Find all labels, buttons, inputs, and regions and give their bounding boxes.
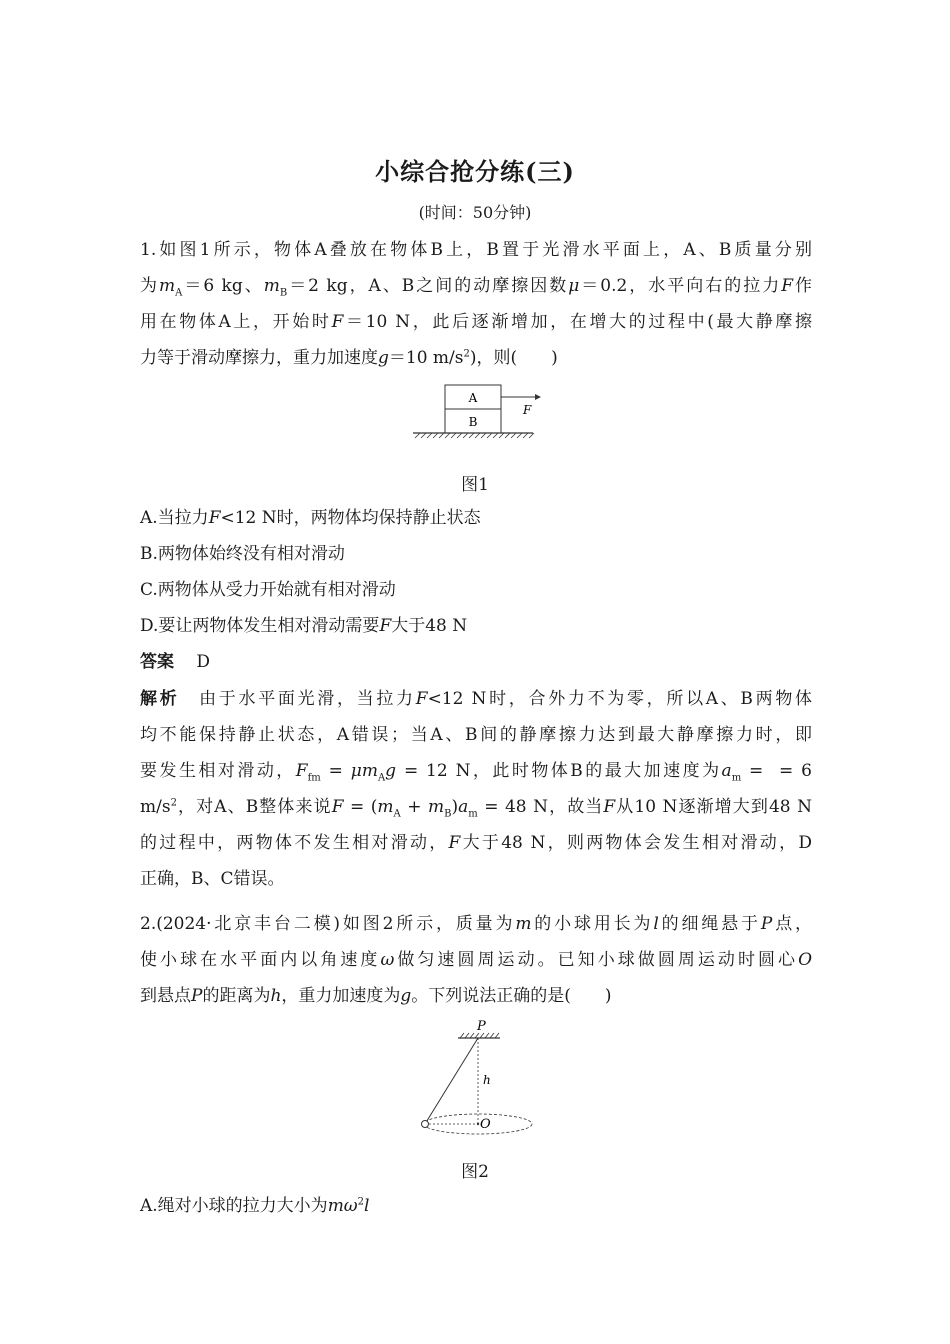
q1-stem-line-3: 用在物体A上，开始时F＝10 N，此后逐渐增加，在增大的过程中(最大静摩擦 bbox=[140, 312, 813, 332]
answer-label: 答案 bbox=[140, 652, 174, 672]
q2-stem-line-1: 2.(2024·北京丰台二模)如图2所示，质量为m的小球用长为l的细绳悬于P点， bbox=[140, 914, 813, 934]
q1-option-d: D.要让两物体发生相对滑动需要F大于48 N bbox=[140, 616, 468, 636]
figure-2-conical-pendulum bbox=[410, 1016, 540, 1140]
question-1-stem bbox=[140, 232, 812, 376]
center-label: O bbox=[480, 1117, 491, 1132]
analysis-line-5: 的过程中，两物体不发生相对滑动，F大于48 N，则两物体会发生相对滑动，D bbox=[140, 833, 812, 853]
question-1-options bbox=[140, 500, 812, 680]
analysis-line-4: $m/s^2$，对A、B整体来说$F = (m_A + m_B)a_m = 48$ N，故当F从10 N逐渐增大到48 N bbox=[140, 797, 812, 820]
analysis-label: 解析 bbox=[140, 689, 180, 709]
height-label: h bbox=[483, 1073, 491, 1087]
ground-hatching bbox=[415, 433, 534, 438]
q2-stem-line-3: 到悬点P的距离为h，重力加速度为g。下列说法正确的是( ) bbox=[140, 986, 612, 1006]
block-b-label: B bbox=[468, 415, 478, 429]
center-point bbox=[477, 1123, 479, 1125]
question-2-stem bbox=[140, 906, 812, 1014]
force-label: F bbox=[523, 403, 532, 417]
q2-stem-line-2: 使小球在水平面内以角速度ω做匀速圆周运动。已知小球做圆周运动时圆心O bbox=[140, 950, 813, 970]
question-2-options bbox=[140, 1188, 812, 1224]
analysis-line-6: 正确，B、C错误。 bbox=[140, 869, 285, 889]
ball bbox=[422, 1121, 429, 1128]
q2-option-a: A.绳对小球的拉力大小为$m\omega^2l$ bbox=[140, 1196, 370, 1216]
string-line bbox=[425, 1038, 478, 1124]
q1-option-a: A.当拉力F<12 N时，两物体均保持静止状态 bbox=[140, 508, 481, 528]
figure-2-caption: 图2 bbox=[461, 1162, 489, 1182]
figure-1-blocks-diagram bbox=[405, 380, 545, 442]
q1-stem-line-2: 为$m_A=6$ kg、$m_B=2$ kg，A、B之间的动摩擦因数μ＝0.2，水平向右的拉力F作 bbox=[140, 276, 813, 299]
pivot-label: P bbox=[477, 1019, 486, 1034]
figure-1-caption: 图1 bbox=[461, 475, 489, 495]
analysis-line-1: 解析 由于水平面光滑，当拉力F<12 N时，合外力不为零，所以A、B两物体 bbox=[140, 689, 813, 709]
analysis-line-3: 要发生相对滑动，$F_{fm} = \mu m_Ag = 12$ N，此时物体B的最大加速度为$a_m$ = = 6 bbox=[140, 761, 812, 784]
page-title: 小综合抢分练(三) bbox=[375, 157, 575, 186]
q1-answer bbox=[140, 644, 812, 680]
time-limit: (时间：50分钟) bbox=[418, 203, 532, 222]
question-1-analysis bbox=[140, 681, 812, 897]
analysis-line-2: 均不能保持静止状态，A错误；当A、B间的静摩擦力达到最大静摩擦力时，即 bbox=[140, 725, 812, 745]
block-a-label: A bbox=[468, 391, 478, 405]
q1-option-b: B.两物体始终没有相对滑动 bbox=[140, 544, 345, 564]
q1-stem-line-4: 力等于滑动摩擦力，重力加速度g＝10 $m/s^2$)，则( ) bbox=[140, 348, 558, 368]
q1-option-c: C.两物体从受力开始就有相对滑动 bbox=[140, 580, 396, 600]
answer-value: D bbox=[196, 652, 211, 672]
q1-stem-line-1: 1.如图1所示，物体A叠放在物体B上，B置于光滑水平面上，A、B质量分别 bbox=[140, 240, 812, 260]
